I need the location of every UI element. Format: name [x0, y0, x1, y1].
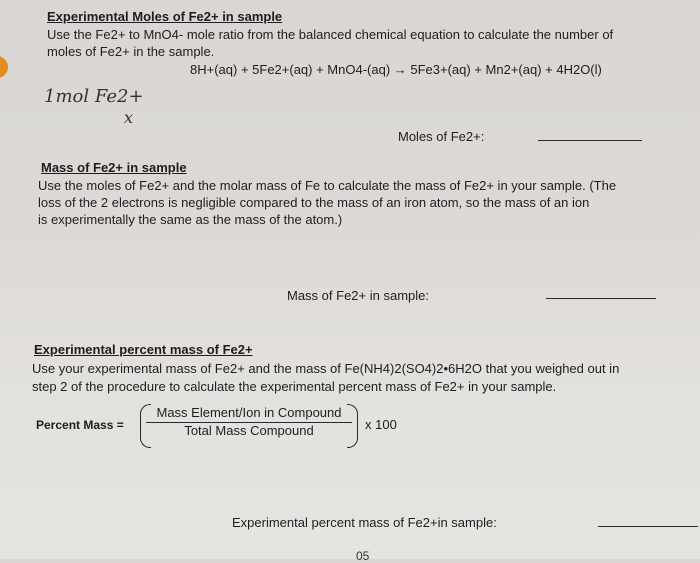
bleed-through-text — [290, 96, 293, 108]
answer-blank-mass[interactable] — [546, 298, 656, 299]
handwritten-multiply: x — [124, 108, 134, 127]
instruction-line: loss of the 2 electrons is negligible compared to the mass of an iron atom, so the mass of an ion — [38, 195, 590, 210]
page-number-fragment: 05 — [356, 549, 370, 563]
section-heading-moles: Experimental Moles of Fe2+ in sample — [47, 9, 283, 24]
handwritten-note: 1mol Fe2+ — [44, 86, 144, 107]
formula-multiplier: x 100 — [365, 417, 397, 432]
answer-label-percent: Experimental percent mass of Fe2+in sample: — [232, 515, 497, 530]
percent-mass-formula — [140, 404, 358, 448]
section-heading-mass: Mass of Fe2+ in sample — [41, 160, 187, 175]
instruction-line: Use the Fe2+ to MnO4- mole ratio from the balanced chemical equation to calculate the number of — [47, 27, 614, 42]
instruction-line: is experimentally the same as the mass of the atom.) — [38, 212, 343, 227]
answer-label-mass: Mass of Fe2+ in sample: — [287, 288, 429, 303]
instruction-line: moles of Fe2+ in the sample. — [47, 44, 215, 59]
answer-label-moles: Moles of Fe2+: — [398, 129, 485, 144]
formula-numerator: Mass Element/Ion in Compound — [156, 405, 342, 420]
answer-blank-percent[interactable] — [598, 526, 698, 527]
right-parenthesis — [347, 404, 358, 448]
formula-label: Percent Mass = — [36, 418, 124, 432]
instruction-line: Use the moles of Fe2+ and the molar mass of Fe to calculate the mass of Fe2+ in your sample. (The — [38, 178, 617, 193]
formula-denominator: Total Mass Compound — [184, 423, 314, 438]
answer-blank-moles[interactable] — [538, 140, 642, 141]
instruction-line: Use your experimental mass of Fe2+ and the mass of Fe(NH4)2(SO4)2•6H2O that you weighed out in — [32, 361, 620, 376]
balanced-equation: 8H+(aq) + 5Fe2+(aq) + MnO4-(aq) → 5Fe3+(aq) + Mn2+(aq) + 4H2O(l) — [190, 62, 602, 77]
binder-hole — [0, 56, 8, 78]
instruction-line: step 2 of the procedure to calculate the experimental percent mass of Fe2+ in your sample. — [32, 379, 557, 394]
section-heading-percent: Experimental percent mass of Fe2+ — [34, 342, 253, 357]
